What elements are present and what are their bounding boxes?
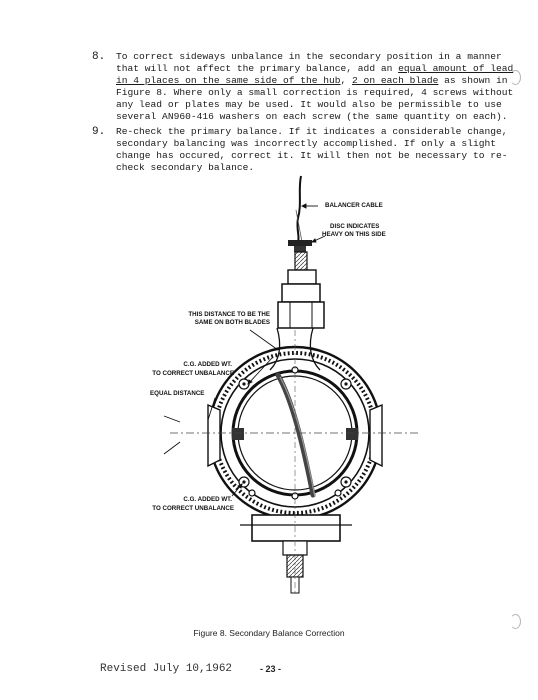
label-balancer-cable: BALANCER CABLE [325,202,383,209]
indicator-disc [288,240,312,246]
label-disc-indicates: DISC INDICATES [330,223,380,230]
step-text-line [116,138,496,150]
label-equal-distance: EQUAL DISTANCE [150,390,205,397]
text-segment: several AN960-416 washers on each screw (the same quantity on each). [116,111,508,122]
text-segment: , [340,75,353,86]
step-9 [92,126,508,176]
step-text-line [116,63,513,75]
propeller-hub-illustration [120,170,420,610]
step-number: 9. [92,126,106,138]
text-segment: Re-check the primary balance. If it indicates a considerable change, [116,126,508,137]
text-segment: To correct sideways unbalance in the secondary position in a manner [116,51,502,62]
text-segment: as shown in [438,75,508,86]
label-distance: THIS DISTANCE TO BE THE [188,311,270,318]
page-number: - 23 - [260,664,282,674]
underlined-text: equal amount of lead [398,63,514,74]
step-text-line [116,75,508,87]
underlined-text: in 4 places on the same side of the hub [116,75,341,86]
revision-date: Revised July 10,1962 [100,663,233,675]
text-segment: secondary balancing was incorrectly accomplished. If only a slight [116,138,496,149]
label-cg-added-bottom: C.G. ADDED WT. [183,496,232,503]
step-text-line [116,99,502,111]
text-segment: change has occured, correct it. It will then not be necessary to re- [116,150,508,161]
secondary-balance-figure [120,170,420,610]
step-text-line [116,111,508,123]
text-segment: that will not affect the primary balance, add an [116,63,399,74]
step-text-line [116,150,508,162]
step-text-line [116,87,513,99]
label-correct-unbalance-bottom: TO CORRECT UNBALANCE [152,505,234,512]
label-correct-unbalance-top: TO CORRECT UNBALANCE [152,370,234,377]
figure-caption: Figure 8. Secondary Balance Correction [193,628,345,638]
label-cg-added-top: C.G. ADDED WT. [183,361,232,368]
underlined-text: 2 on each blade [352,75,439,86]
text-segment: any lead or plates may be used. It would also be permissible to use [116,99,502,110]
text-segment: Figure 8. Where only a small correction is required, 4 screws without [116,87,514,98]
step-text-line [116,51,502,63]
step-number: 8. [92,51,106,63]
step-text-line [116,126,508,138]
binder-hole-bottom [510,614,521,629]
label-heavy-side: HEAVY ON THIS SIDE [322,231,386,238]
text-segment: check secondary balance. [116,162,255,173]
label-same-both-blades: SAME ON BOTH BLADES [194,319,270,326]
step-8 [92,51,514,125]
